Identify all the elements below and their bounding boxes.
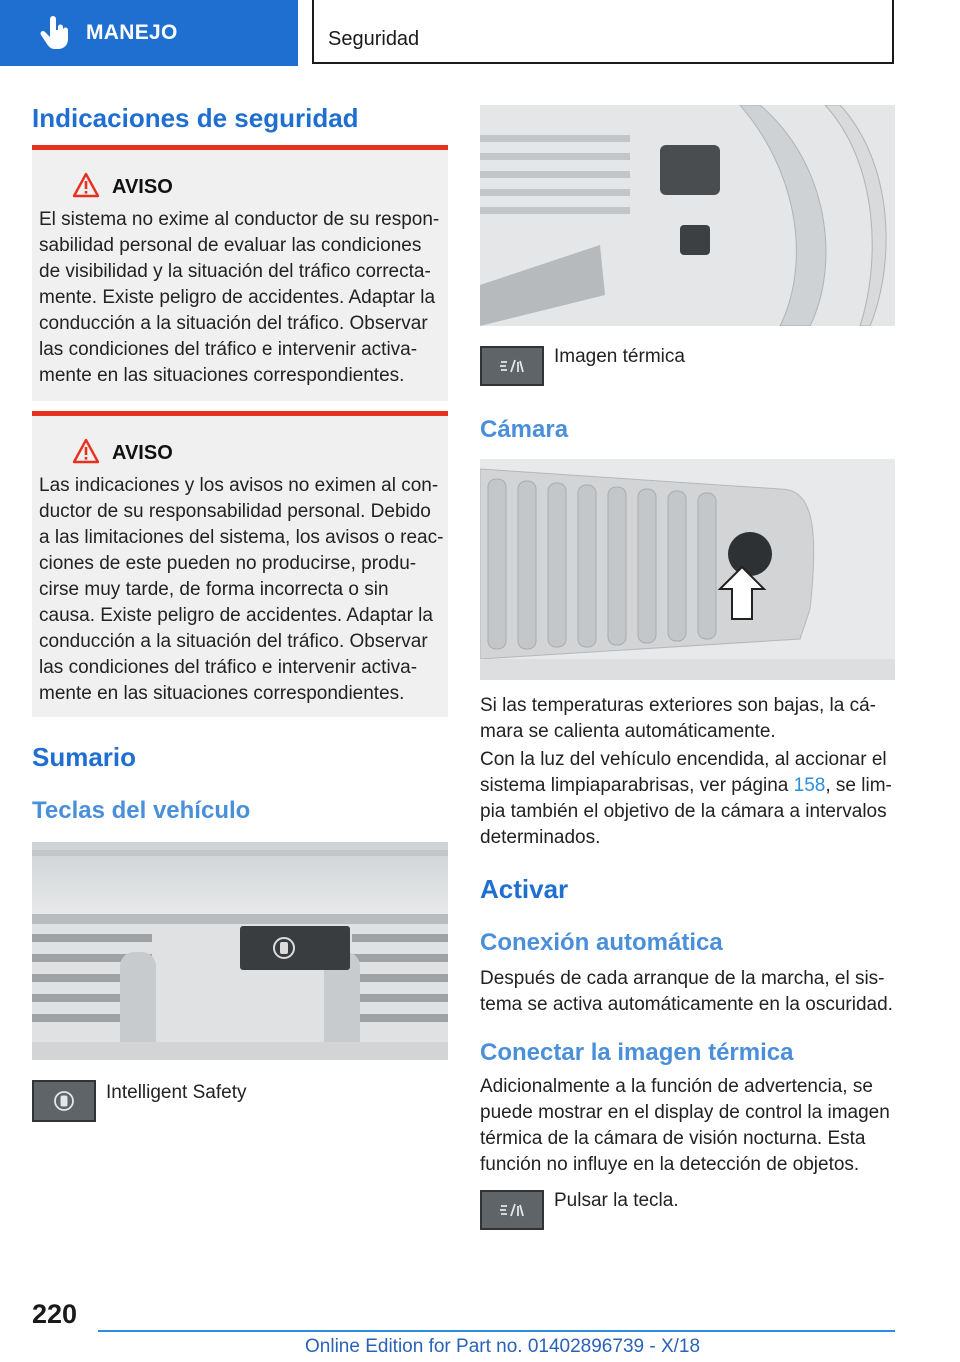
heading-activate: Activar [480, 874, 569, 904]
warning-text: El sistema no exime al conductor de su respon- sabilidad personal de evaluar las condiciones de visibilidad y la situación del tráfico correcta- mente. Existe peligro de accidentes. Adaptar la conducción a la situación del tráfico. Observar las condiciones del tráfico e intervenir activa- mente en las situaciones correspondientes. [39, 209, 440, 386]
thermal-press-button[interactable] [480, 1190, 544, 1230]
dashboard-button-illustration [32, 842, 448, 1060]
hand-pointer-icon [38, 16, 72, 50]
intelligent-safety-icon [52, 1089, 76, 1113]
night-vision-icon [497, 356, 527, 376]
section-header-label: Seguridad [328, 28, 420, 50]
warning-text: Las indicaciones y los avisos no eximen al con- ductor de su responsabilidad personal. Debido a las limitaciones del sistema, los avisos o reac- ciones de este pueden no producirse, produ- cirse muy tarde, de forma incorrecta o sin causa. Existe peligro de accidentes. Adaptar la conducción a la situación del tráfico. Observar las condiciones del tráfico e intervenir activa- mente en las situaciones correspondientes. [39, 475, 444, 704]
warning-label: AVISO [112, 176, 173, 198]
section-header [312, 0, 894, 64]
heading-auto-connect: Conexión automática [480, 929, 723, 956]
warning-triangle-icon [72, 438, 100, 464]
steering-column-illustration [480, 105, 895, 326]
camera-paragraph-1: Si las temperaturas exteriores son bajas, la cá- mara se calienta automáticamente. [480, 695, 877, 742]
heading-thermal-connect: Conectar la imagen térmica [480, 1039, 794, 1066]
camera-grille-illustration [480, 459, 895, 680]
warning-box-1 [32, 145, 448, 401]
thermal-image-button[interactable] [480, 346, 544, 386]
page-number: 220 [32, 1299, 78, 1329]
thermal-image-label: Imagen térmica [554, 346, 685, 367]
heading-safety: Indicaciones de seguridad [32, 103, 359, 133]
night-vision-icon [497, 1200, 527, 1220]
heading-vehicle-keys: Teclas del vehículo [32, 797, 251, 824]
footer-edition: Online Edition for Part no. 01402896739 - X/18 [305, 1336, 701, 1357]
chapter-tab[interactable] [0, 0, 298, 66]
warning-label: AVISO [112, 442, 173, 464]
heading-camera: Cámara [480, 416, 569, 443]
auto-connect-paragraph: Después de cada arranque de la marcha, el sis- tema se activa automáticamente en la oscuridad. [480, 968, 893, 1015]
footer-divider [98, 1330, 895, 1332]
camera-paragraph-2: Con la luz del vehículo encendida, al accionar el sistema limpiaparabrisas, ver página 158, se lim- pia también el objetivo de la cámara a intervalos determinados. [480, 749, 892, 848]
warning-triangle-icon [72, 172, 100, 198]
intelligent-safety-label: Intelligent Safety [106, 1082, 247, 1103]
warning-box-2 [32, 411, 448, 717]
chapter-tab-label: MANEJO [86, 21, 178, 44]
press-key-label: Pulsar la tecla. [554, 1190, 679, 1211]
thermal-connect-paragraph: Adicionalmente a la función de advertencia, se puede mostrar en el display de control la imagen térmica de la cámara de visión nocturna. Esta función no influye en la detección de objetos. [480, 1076, 890, 1175]
intelligent-safety-button[interactable] [32, 1080, 96, 1122]
page-link-158[interactable]: 158 [793, 775, 826, 796]
heading-summary: Sumario [32, 742, 137, 772]
